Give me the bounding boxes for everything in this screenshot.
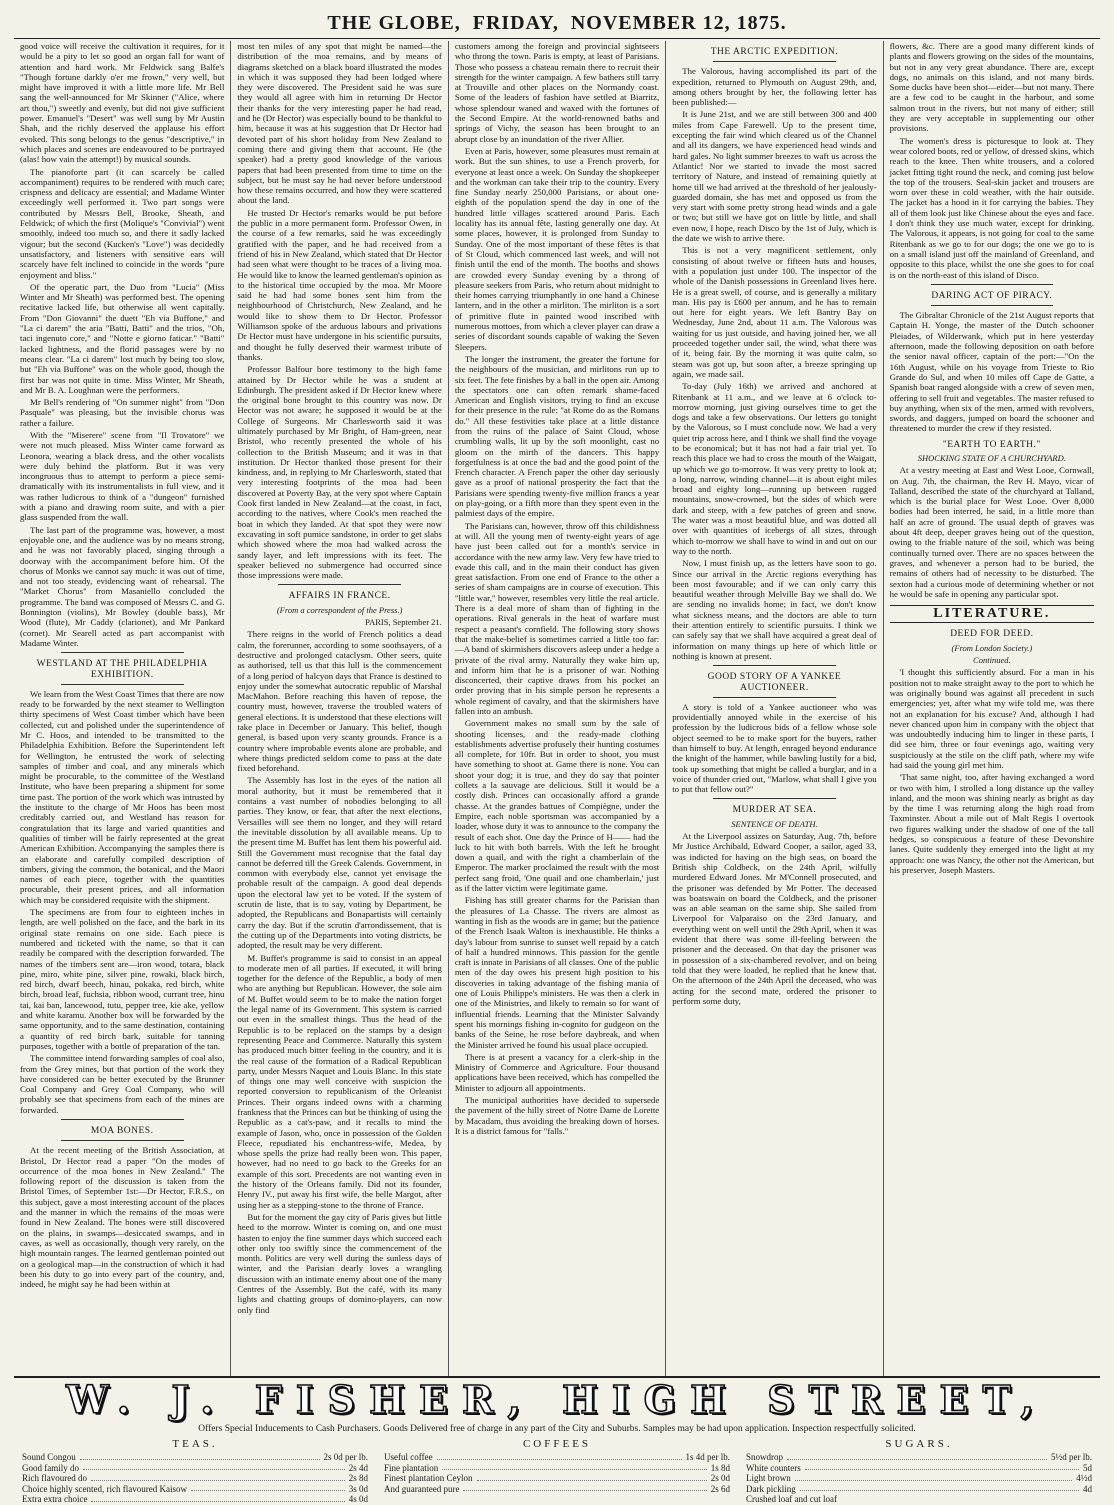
item-name: Crushed loaf and cut loaf: [746, 1494, 837, 1504]
divider: [61, 684, 184, 685]
sugars-list: [738, 1438, 1100, 1505]
masthead-rule: [14, 38, 1100, 39]
columns: [14, 41, 1100, 1376]
divider: [61, 652, 184, 653]
article-text: But for the moment the gay city of Paris gives but little heed to the morrow. Winter is coming on, and one must hasten to enjoy the fine summer days which succeed each other only too swiftly since the commencement of the month. Politics are very well during the sunless days of winter, and the Parisian dearly loves a wrangling discussion with an intimate enemy about one of the many Centres of the Assembly. But the café, with its many lights and chatting groups of domino-players, can now only find: [237, 1211, 442, 1315]
headline-earth-to-earth: "EARTH TO EARTH.": [942, 439, 1041, 450]
headline-westland: WESTLAND AT THE PHILADELPHIA EXHIBITION.: [36, 659, 208, 680]
article-text: The last part of the programme was, however, a most enjoyable one, and the audience was by no means strong, and he was not favorably placed, singing through a doorway with the accompaniment before him. Of the chorus of Monks we cannot say much: it was out of time, and not too steady, evidencing want of rehearsal. The "Market Chorus" from Masaniello concluded the programme. The band was composed of Messrs C. and G. Bonnington (violins), Mr Bowley (double bass), Mr Wood (flute), Mr Caddy (clarionet), and Mr Pankard (cornet). Mr Searell acted as part accompanist with Madame Winter.: [20, 524, 225, 648]
leader-dots: [437, 1452, 682, 1460]
headline-arctic: THE ARCTIC EXPEDITION.: [710, 47, 839, 57]
article-text: At a vestry meeting at East and West Looe, Cornwall, on Aug. 7th, the chairman, the Rev H. Mayo, vicar of Talland, described the state of the churchyard at Talland, which is the burial place for West Looe. Over 8,000 bodies had been interred, he said, in a little more than half an acre of ground. The usual depth of graves was about 4ft deep, deeper graves being out of the question, owing to the friable nature of the soil, which was being continually turned over. There are no spaces between the graves, and whenever a person had to be buried, the remains of others had of necessity to be disturbed. The sexton had a curious mode of determining whether or not he would be safe in opening any particular spot.: [889, 465, 1095, 599]
article-text: The Gibraltar Chronicle of the 21st August reports that Captain H. Yonge, the master of the Dutch schooner Pleiades, of Wilderwank, which put in here yesterday afternoon, made the following deposition on oath before the senior naval officer, captain of the port:—"On the 16th August, while on his voyage from Trieste to Rio Grande do Sul, and when 10 miles off Cape de Gatte, a Spanish boat ranged alongside with a crew of seven men, offering to sell fruit and vegetables. The master refused to buy anything, when six of the men, armed with revolvers, swords, and daggers, jumped on board the schooner and threatened to murder the crew if they resisted.: [889, 310, 1095, 434]
article-text: M. Buffet's programme is said to consist in an appeal to moderate men of all parties. If executed, it will bring together for the defence of the Republic, a body of men who are anything but Republican. However, the sole aim of M. Buffet would seem to be to make the nation forget the legal name of its Government. This system is carried out even in the smallest things. Thus the head of the Republic is to be replaced on the stamps by a design representing Peace and Commerce. Naturally this system has produced much bitter feeling in the country, and it is the real cause of the formation of a Radical Republican party, under Messrs Naquet and Louis Blanc. In this state of things one may well conceive with suspicion the reported conversion to republicanism of the Orleanist Princes. Their organs indeed owns with a charming frankness that the Princes can but be thinking of using the Republic as a cat's-paw, and it recalls to mind the example of Jason, who, once in possession of the Golden Fleece, repudiated his enchantress-wife, Medea, by whose spells the prize had really been won. This paper, however, had no need to go back to the Greeks for an example of this sort. Precedents are not wanting even in the history of the Orleans family. Did not its founder, Henry IV., put away his first wife, the belle Margot, after using her as a stepping-stone to the throne of France.: [237, 952, 442, 1210]
divider: [713, 697, 836, 698]
article-text: There reigns in the world of French politics a dead calm, the forerunner, according to some soothsayers, of a destructive and prolonged cataclysm. Other seers, quite as authorised, tell us that this lull is the commencement of a long period of halcyon days that France is destined to enjoy under the somewhat autocratic republic of Marshal MacMahon. Before reaching this haven of repose, the country must, however, traverse the troubled waters of general elections. It is understood that these elections will take place in December or January. This belief, though general, is based upon very scanty grounds. France is a country where improbable events alone are probable, and where things predicted seldom come to pass at the date fixed beforehand.: [237, 629, 442, 774]
leader-dots: [442, 1463, 706, 1471]
item-price: 4s 0d: [348, 1494, 368, 1504]
price-row: [746, 1484, 1092, 1495]
column-5: [884, 41, 1100, 1376]
item-price: 4½d: [1076, 1473, 1092, 1483]
article-text: customers among the foreign and provincial sightseers who throng the town. Paris is empty, at least of Parisians. Those who possess a chateau remain there to recruit their strength for the winter campaign. A few bathers still tarry at Trouville and other places on the Normandy coast. Some of the leaders of fashion have settled at Biarritz, whose splendour waned and waxed with the fortunes of the Second Empire. At the world-renowned baths and springs of Vichy, the season has been brought to an abrupt close by an inundation of the river Allier.: [454, 41, 660, 144]
coffees-list: [376, 1438, 738, 1505]
item-name: Fine plantation: [384, 1462, 439, 1473]
price-row: [22, 1473, 368, 1484]
item-name: Extra extra choice: [22, 1494, 88, 1504]
price-row: [384, 1473, 730, 1484]
headline-literature: LITERATURE.: [890, 605, 1094, 623]
article-text: good voice will receive the cultivation it requires, for it would be a pity to let so good an organ fall for want of attention and hard work. Mr Feldwick sang Balfe's "Though fortune darkly o'er me frown," very well, but might have improved it with a little more life. Mr Bell sang the well-announced for Mr Skinner ("Alice, where art thou,") sweetly and evenly, but did not give sufficient power. Emanuel's "Desert" was well sung by Mr Austin Shah, and the richly deserved the applause his effort evoked. This song belongs to the genus "descriptive," in which places and scenes are endeavoured to be portrayed (alas! how vain the attempt!) by musical sounds.: [20, 41, 225, 165]
teas-heading: TEAS.: [172, 1438, 218, 1450]
advertisement: [14, 1376, 1100, 1504]
article-text: At the recent meeting of the British Association, at Bristol, Dr Hector read a paper "On the modes of occurrence of the moa bones in New Zealand." The following report of the discussion is taken from the Bristol Times, of September 1st:—Dr Hector, F.R.S., on this subject, gave a most interesting account of the places and the manner in which the remains of the moas were found in New Zealand. The bones were still discovered on the plains, in swamps—desiccated swamps, and in caves, as well as occasionally, though very rarely, on the high mountain ranges. The learned gentleman pointed out on a geological map—in the construction of which it had been his duty to go into every part of the country, and, indeed, he might say he had been within at: [20, 1145, 225, 1290]
article-text: It is June 21st, and we are still between 300 and 400 miles from Cape Farewell. Up to the present time, excepting the fair wind which cleared us of the Channel and all its dangers, we have experienced head winds and hard gales. No light summer breezes to waft us across the Atlantic! Nor we started to invade the most sacred territory of Nature, and instead of remaining quietly at home till we had arrived at the threshold of her jealously-guarded domain, she has met and opposed us from the very start with some pretty strong head winds and a gale or two; but still we have got on little by little, and shall even now, I hope, reach Disco by the 1st of July, which is the date we wish to arrive there.: [672, 109, 877, 244]
item-price: 2s 0d per lb.: [323, 1452, 368, 1462]
continued-label: Continued.: [973, 655, 1011, 666]
column-4: [666, 41, 883, 1376]
price-row: [384, 1463, 730, 1474]
subheading: SHOCKING STATE OF A CHURCHYARD.: [917, 452, 1066, 463]
item-price: 1s 8d: [710, 1462, 730, 1473]
price-row: [384, 1484, 730, 1495]
leader-dots: [91, 1473, 345, 1481]
article-text: The women's dress is picturesque to look at. They wear colored boots, red or yellow, of dressed skins, which reach to the knee. Then white trousers, and a colored jacket fitting tight round the neck, and coming just below the top of the trousers. Seal-skin jacket and trousers are worn over these in cold weather, with the hair outside. The jacket has a hood in it for carrying the babies. They all of them look just like Chinese about the eyes and face. I don't think they use much water, except for drinking. The Valorous, it appears, is not going for coal to the same Ritenbank as we go to for our dogs; the one we go to is on a small island just off the mainland of Greenland, and opposite to this place, whilst the one she goes to for coal is on the north-east of this island of Disco.: [889, 135, 1095, 280]
teas-list: [14, 1438, 376, 1505]
article-text: Fishing has still greater charms for the Parisian than the pleasures of La Chasse. The rivers are almost as wanting in fish as the woods are in game; but the patience of the French Isaak Walton is inexhaustible. He thinks a day's labour from sunrise to sunset well repaid by a catch of half a hundred minnows. This passion for the gentle craft is innate in Parisians of all classes. One of the public men of the day owes his present high position to his discoveries in taking advantage of the fishing mania of one of Louis Philippe's ministers. He was then a clerk in one of the Ministries, and likely to remain so for want of influential friends. Learning that the Minister Salvandy spent his mornings fishing in-cognito for gudgeon on the banks of the Seine, he rose before daybreak, and when the Minister arrived he found his usual place occupied.: [454, 895, 660, 1050]
headline-affairs-france: AFFAIRS IN FRANCE.: [288, 591, 391, 602]
price-row: [22, 1452, 368, 1463]
price-row: [746, 1463, 1092, 1474]
price-row: [22, 1463, 368, 1474]
divider: [931, 284, 1054, 285]
article-text: flowers, &c. There are a good many different kinds of plants and flowers growing on the sides of the mountains, but not in any very great abundance. There are, except dogs, no animals on this island, and not many birds. Some ducks have been shot—eider—but not many. There are a few cod to be caught in the harbour, and some salmon trout in the rivers, but not many of either; still they are very acceptable in supplementing our other provisions.: [889, 41, 1095, 134]
divider: [61, 1119, 184, 1120]
article-text: With the "Miserere" scene from "Il Trovatore" we were not much pleased. Miss Winter came forward as Leonora, wearing a black dress, and the other vocalists were duly behind the platform. But it was very incongruous thus to attempt to perform a piece semi-dramatically with its instrumentalists in full view, and it was rather ludicrous to think of a "dungeon" furnished with a piano and drawing room suite, and with a pier glass suspended from the wall.: [20, 429, 225, 523]
article-text: The municipal authorities have decided to supersede the pavement of the hilly street of Notre Dame de Lorette by Macadam, thus avoiding the breaking down of horses. It is a district famous for "falls.": [454, 1094, 660, 1136]
dateline: PARIS, September 21.: [365, 617, 442, 628]
divider: [931, 305, 1054, 306]
leader-dots: [477, 1473, 707, 1481]
article-text: The Assembly has lost in the eyes of the nation all moral authority, but it must be remembered that it contains a vast number of nobodies belonging to all parties. They know, or fear, that after the next elections, Versailles will see them no longer, and they will retard the inevitable dissolution by all available means. Up to the present time M. Buffet has lent them his powerful aid. Still the Government must recognise that the fatal day cannot be deferred till the Greek Calends. Government, in common with everybody else, cannot yet envisage the probable result of the campaign. A good deal depends upon the electoral law yet to be voted. If the system of scrutin de liste, that is to say, voting by Department, be adopted, the Republicans and Bonapartists will certainly carry the day. But if the scrutin d'arrondissement, that is the cutting up of the Departments into voting districts, be adopted, the result may be very different.: [237, 775, 442, 951]
article-text: At the Liverpool assizes on Saturday, Aug. 7th, before Mr Justice Archibald, Edward Cooper, a sailor, aged 33, was indicted for having on the high seas, on board the British ship Coldbeck, on the 24th April, wilfully murdered Edward Jones. Mr M'Connell prosecuted, and the prisoner was defended by Mr Potter. The deceased was boatswain on board the Coldbeck, and the prisoner was an able seaman on the same ship. She sailed from Liverpool for Valparaiso on the 23rd January, and everything went on well until the 29th April, when it was evident that there was some ill-feeling between the prisoner and the deceased. On that day the prisoner was in possession of a six-chambered revolver, and on being told that they were loaded, he replied that he knew that. On the afternoon of the 24th April the deceased, who was acting for the second mate, ordered the prisoner to perform some duty,: [672, 831, 877, 1006]
price-row: [22, 1494, 368, 1505]
headline-murder-at-sea: MURDER AT SEA.: [732, 805, 817, 816]
divider: [713, 665, 836, 666]
article-text: The Parisians can, however, throw off this childishness at will. All the young men of twenty-eight years of age have just been called out for a month's service in accordance with the new army law. Very few have tried to evade this call, and in the main their conduct has given great satisfaction. From one end of France to the other a series of sham campaigns are in course of execution. This "little war," however, resembles very little the real article. There is a deal more of sham than of fighting in the operations. Rival generals in the heat of warfare must respect a peasant's cornfield. The following story shows that the make-belief is sometimes carried a little too far:—A band of skirmishers discovers asleep under a hedge a private of the rival army. Naturally they wake him up, and inform him that he is a prisoner of war. Nothing disconcerted, their captive draws from his pocket an order proving that in his simple person he represents a whole regiment of cavalry, and that the skirmishers have fallen into an ambush.: [454, 520, 660, 716]
article-text: Of the operatic part, the Duo from "Lucia" (Miss Winter and Mr Sheath) was performed best. The opening recitative lacked life, but otherwise all went capitally. From "Don Giovanni" the duett "Eh via Buffone," and "La ci darem" the aria "Batti, Batti" and the trios, "Oh, taci ingenuto core," and "Notte e giorno faticar." "Batti" lacked lightness, and the florid passages were by no means clear. "La ci darem" lost much by being too slow, but "Eh via Buffone" was on the whole good, though the first bar was not quite in time. Miss Winter, Mr Sheath, and Mr B. A. Loughnan were the performers.: [20, 281, 225, 395]
item-price: 2s 8d: [348, 1473, 368, 1483]
masthead-date: NOVEMBER 12, 1875.: [570, 12, 787, 34]
price-row: [384, 1452, 730, 1463]
column-2: [231, 41, 448, 1376]
divider: [61, 1140, 184, 1141]
article-text: Mr Bell's rendering of "On summer night" from "Don Pasquale" was pleasing, but the invisible chorus was rather a failure.: [20, 397, 225, 428]
divider: [278, 584, 401, 585]
leader-dots: [91, 1494, 344, 1502]
coffees-heading: COFFEES: [522, 1438, 592, 1450]
item-name: Useful coffee: [384, 1452, 433, 1462]
item-name: Snowdrop: [746, 1452, 784, 1462]
article-text: Now, I must finish up, as the letters have soon to go. Since our arrival in the Arctic regions everything has been most favourable; and if we can only carry this beautiful weather through Melville Bay we shall do. We are sending no invalids home; in fact, we don't know what sickness means, and the doctors are able to turn their attention entirely to scientific pursuits. I think we can safely say that we shall have acquired a great deal of information on many things up here of which little or nothing is known at present.: [672, 558, 877, 661]
headline-moa-bones: MOA BONES.: [90, 1125, 154, 1136]
leader-dots: [795, 1473, 1073, 1481]
leader-dots: [805, 1463, 1079, 1471]
masthead-day: FRIDAY,: [472, 12, 559, 34]
article-text: The Valorous, having accomplished its part of the expedition, returned to Plymouth on August 29th, and, among others brought by her, the following letter has been published:—: [672, 66, 877, 108]
byline: (From London Society.): [951, 642, 1033, 653]
article-text: To-day (July 16th) we arrived and anchored at Ritenbank at 11 a.m., and we leave at 6 o'clock to-morrow morning, just giving ourselves time to get the dogs and take a few observations. Our letters go tonight by the Valorous, so I must conclude now. We had a very quiet trip across here, and I think we shall find the voyage to be economical; but it has not had a fair trial yet. To reach this place we had to cross the mouth of the Waigatt, up which we go to-morrow. It was very pretty to look at; a long, narrow, winding channel—it is about eight miles broad and eighty long—running up between rugged mountains, snow-crowned, but the sides of which were dark and steep, with a few patches of green and snow. The water was a most beautiful blue, and was dotted all over with quantities of icebergs of all sizes, through which to-morrow we shall have to wind in and out on our way to the north.: [672, 381, 877, 556]
article-text: There is at present a vacancy for a clerk-ship in the Ministry of Commerce and Agriculture. Four thousand applications have been received, which has compelled the Minister to adjourn all appointments.: [454, 1051, 660, 1093]
leader-dots: [83, 1463, 345, 1471]
item-price: 3s 0d: [348, 1483, 368, 1494]
price-row: [746, 1494, 1092, 1505]
item-name: Choice highly scented, rich flavoured Kaisow: [22, 1483, 187, 1494]
leader-dots: [787, 1452, 1047, 1460]
advert-subtitle: Offers Special Inducements to Cash Purchasers. Goods Delivered free of charge in any part of the City and Suburbs. Samples may be had upon application. Inspection respectfully solicited.: [198, 1424, 916, 1434]
article-text: We learn from the West Coast Times that there are now ready to be forwarded by the next steamer to Wellington thirty specimens of West Coast timber which have been collected, cut and polished under the superintendence of Mr C. Hoos, and intended to be transmitted to the Philadelphia Exhibition. Before the Superintendent left for Wellington, he entrusted the work of selecting samples of timber and coal, and any minerals which might be procurable, to the committee of the Westland Institute, who have been preparing a shipment for some time past. The portion of the work which was intrusted by the institute to the charge of Mr Hoos has been most creditably carried out, and Westland has reason for congratulation that its large and varied quantities and qualities of timber will be fairly represented at the great American Exhibition. Accompanying the samples there is an elaborate and carefully compiled description of timbers, giving the common, the botanical, and the Maori names of each piece, together with the quantities procurable, their present prices, and all information which may be considered requisite with the shipment.: [20, 688, 225, 905]
article-text: 'I thought this sufficiently absurd. For a man in his position not to make straight away to the port to which he was originally bound was against all precedent in such emergencies; yet, after what my wife told me, was there not an explanation for his excuse? And, although I had never chanced upon him in company with the object that was undoubtedly inducing him to linger in these parts, I did see him, three or four evenings ago, waiting very suspiciously at the stile on the cliff path, where my wife had said the young girl met him.: [889, 667, 1095, 770]
item-name: Good family do: [22, 1462, 79, 1473]
sugars-heading: SUGARS.: [885, 1438, 953, 1450]
leader-dots: [80, 1452, 320, 1460]
item-price: 2s 0d: [710, 1473, 730, 1483]
item-name: Finest plantation Ceylon: [384, 1473, 473, 1483]
masthead: [14, 8, 1100, 38]
article-text: The pianoforte part (it can scarcely be called accompaniment) requires to be rendered with much care; crispness and delicacy are essential; and Madame Winter exceedingly well performed it. Two part songs were contributed by Messrs Bell, Brooke, Sheath, and Feldwick; of which the first (Molique's "Convivial") went smoothly, indeed too much so, and there it sadly lacked vigour; but the second (Kucken's "Love") was decidedly unsatisfactory, and listeners with sensitive ears will scarcely have felt inclined to coincide in the words "pure enjoyment and bliss.": [20, 166, 225, 280]
headline-piracy: DARING ACT OF PIRACY.: [931, 290, 1053, 301]
article-text: The committee intend forwarding samples of coal also, from the Grey mines, but that portion of the work they have considered can be better executed by the Brunner Coal Company and Grey Coal Company, who will probably see that specimens from each of the mines are forwarded.: [20, 1053, 225, 1115]
headline-deed-for-deed: DEED FOR DEED.: [950, 629, 1034, 640]
item-price: 2s 6d: [710, 1483, 730, 1494]
byline: (From a correspondent of the Press.): [276, 604, 403, 615]
item-price: 1s 4d per lb.: [685, 1452, 730, 1462]
article-text: 'That same night, too, after having exchanged a word or two with him, I strolled a long distance up the valley inland, and the moon was shining nearly as bright as day by the time I was returning along the high road from Taxminster. About a mile out of Malt Regis I overtook two figures walking under the shadow of one of the tall hedges, so conspicuous a feature of these Devonshire lanes. Quite suddenly they emerged into the light at my approach: one was Nancy, the other not the American, but his preserver, Joseph Masters.: [889, 772, 1095, 875]
article-text: This is not a very magnificent settlement, only consisting of about twelve or fifteen huts and houses, with a population just under 100. The inspector of the whole of the Danish possessions in Greenland lives here. He is a great swell, of course, and is generally a military man. His pay is £600 per annum, and he has to remain out here for eight years. We left Bantry Bay on Wednesday, June 2nd, about 11 a.m. The Valorous was waiting for us just outside, and having joined her, we all proceeded together under sail, the wind, what there was of it, being fair. By the morning it was quite calm, so steam was got up, but soon after, a breeze springing up again, we made sail.: [672, 245, 877, 379]
divider: [713, 798, 836, 799]
item-price: 4d: [1083, 1483, 1092, 1494]
item-name: And guaranteed pure: [384, 1483, 460, 1494]
article-text: Government makes no small sum by the sale of shooting licenses, and the ready-made clothing establishments advertise profusely their hunting costumes all complete, for 10fr. But in order to shoot, you must have something to shoot at. Game there is none. You can shoot your dog; it is true, and they do say that pointer collets a la sauvage are delicious. Still it would be a costly dish. Princes can occasionally afford a grande chasse. At the grandes battues of Compiègne, under the Empire, each noble sportsman was accompanied by a loader, whose duty it was to announce to the company the result of each shot. One day the Prince of H—— had the luck to hit with both barrels. With the left he brought down a quail, and with the right a chamberlain of the Emperor. The marker proclaimed the result with the most perfect sang froid, 'One quail and one chamberlain,' just as if the latter victim were legitimate game.: [454, 718, 660, 894]
price-row: [22, 1484, 368, 1495]
item-name: Rich flavoured do: [22, 1473, 87, 1483]
advert-title: W. J. FISHER, HIGH STREET,: [66, 1377, 1048, 1422]
subheading: SENTENCE OF DEATH.: [731, 818, 818, 829]
article-text: most ten miles of any spot that might be named—the distribution of the moa remains, and by means of diagrams sketched on a black board illustrated the modes in which it was supposed they had been lodged where they were discovered. The President said he was sure they would all agree with him in returning Dr Hector their thanks for the very interesting paper he had read, and he (Dr Hector) was especially bound to be thankful to him, because it was at his suggestion that Dr Hector had devoted part of his short holiday from New Zealand to coming there and giving them that account. He (the speaker) had a pretty good knowledge of the various papers that had been presented from time to time on the subject, but he must say he had never before understood how these remains occurred, and how they were scattered about the land.: [237, 41, 442, 206]
item-price: 2s 4d: [348, 1462, 368, 1473]
masthead-paper: THE GLOBE,: [327, 12, 461, 34]
advert-price-lists: [14, 1438, 1100, 1505]
item-name: Light brown: [746, 1473, 791, 1483]
article-text: A story is told of a Yankee auctioneer who was providentially annoyed while in the exercise of his profession by the ludicrous bids of a fellow whose sole object seemed to be to make sport for the buyers, rather than himself to buy. At length, enraged beyond endurance the knight of the hammer, while bawling lustily for a bid, took up something that might be called a burglar, and in a voice of thunder cried out, "Marlow, what shall I give you to put that fellow out?": [672, 701, 877, 795]
article-text: The specimens are from four to eighteen inches in length, are well polished on the face, and the bark in its original state remains on one side. Each piece is numbered and ticketed with the name, so that it can readily be compared with the description forwarded. The names of the timbers sent are—iron wood, totara, black pine, miro, white pine, silver pine, rowaki, black birch, red birch, dwarf beech, hinau, pokaka, red birch, white birch, broad leaf, fuchsia, ribbon wood, currant tree, hinu tai, kai ban, lancewood, tutu, pepper tree, kie ake, yellow and white karamu. Another box will be forwarded by the same opportunity, and to the same destination, containing a quantity of red birch bark, suitable for tanning purposes, together with a bottle of preparation of the tan.: [20, 907, 225, 1051]
item-price: 5d: [1083, 1462, 1092, 1473]
article-text: Professor Balfour bore testimony to the high fame attained by Dr Hector while he was a student at Edinburgh. The president asked if Dr Hector knew where the original bone brought to this country was now. Dr Hector was not aware; he supposed it would be at the College of Surgeons. Mr Charlesworth said it was ultimately purchased by Mr Bright, of Ham-green, near Bristol, who recently presented the whole of his collection to the British Museum; and it was in that institution. Dr Hector thanked those present for their kindness, and, in replying to Mr Charlesworth, stated that very interesting footprints of the moa had been discovered at Poverty Bay, at the very spot where Captain Cook first landed in New Zealand—at the coast, in fact, according to the natives, where Cook's men reached the boat in which they landed. At that spot they were now excavating in soft pumice sandstone, in order to get slabs which showed where the moa had walked across the sandy layer, and left impressions with its feet. The speaker believed no submergence had occurred since those impressions were made.: [237, 364, 442, 581]
column-1: [14, 41, 231, 1376]
column-3: [449, 41, 666, 1376]
item-price: 5½d per lb.: [1051, 1452, 1092, 1462]
headline-yankee: GOOD STORY OF A YANKEE AUCTIONEER.: [707, 672, 842, 693]
divider: [713, 61, 836, 62]
price-row: [746, 1473, 1092, 1484]
item-name: White counters: [746, 1462, 801, 1473]
price-row: [746, 1452, 1092, 1463]
article-text: Even at Paris, however, some pleasures must remain at work. But the sun shines, to use a French proverb, for everyone at least once a week. On Sunday the shopkeeper and the workman can take their trip to the country. Every fine Sunday nearly 250,000 Parisians, or about one-eighth of the population spend the day in one of the hundred little villages scattered around Paris. Each locality has its annual fête, lasting generally one day. At some places, however, it is prolonged from Sunday to Sunday. One of the most important of these fêtes is that of St Cloud, which commenced last week, and will not finish until the end of the month. The booths and shows are crowded every Sunday evening by a throng of pleasure seekers from Paris, who return about midnight to their homes carrying triumphantly in one hand a Chinese lantern, and in the other a mirliton. The mirliton is a sort of primitive flute in painted wood inscribed with numerous mottoes, from which a clever player can draw a series of discordant sounds capable of waking the Seven Sleepers.: [454, 145, 660, 352]
article-text: The longer the instrument, the greater the fortune for the neighbours of the musician, and mirlitons run up to six feet. The fete finishes by a ball in the open air. Among the spectators one can often remark shame-faced American and English visitors, trying to find an excuse for their presence in the rule: "at Rome do as the Romans do." All these festivities take place at a little distance from the ruins of the palace of Saint Cloud, whose crumbling walls, lit up by the soft moonlight, cast no gloom on the mirth of the dancers. This happy forgetfulness is at once the bad and the good point of the French character. A French paper the other day seriously gave as a proof of national prosperity the fact that the Parisians were spending twenty-five million francs a year on play-going, or a fifth more than they spent even in the palmiest days of the empire.: [454, 353, 660, 519]
item-name: Dark pickling: [746, 1483, 796, 1494]
article-text: He trusted Dr Hector's remarks would be put before the public in a more permanent form. Professor Owen, in the course of a few remarks, said he was exceedingly gratified with the paper, and he had received from a friend of his in New Zealand, which stated that Dr Hector had seen what were thought to be traces of a living moa. He would like to know the learned gentleman's opinion as to the historical time occupied by the moa. Mr Moore said he had had some bones sent him from the neighbourhood of Christchurch, New Zealand, and he would like to show them to Dr Hector. Professor Williamson spoke of the arduous labours and privations Dr Hector must have undergone in his scientific pursuits, and thought he fully deserved their warmest tribute of thanks.: [237, 207, 442, 362]
item-name: Sound Congou: [22, 1452, 76, 1462]
